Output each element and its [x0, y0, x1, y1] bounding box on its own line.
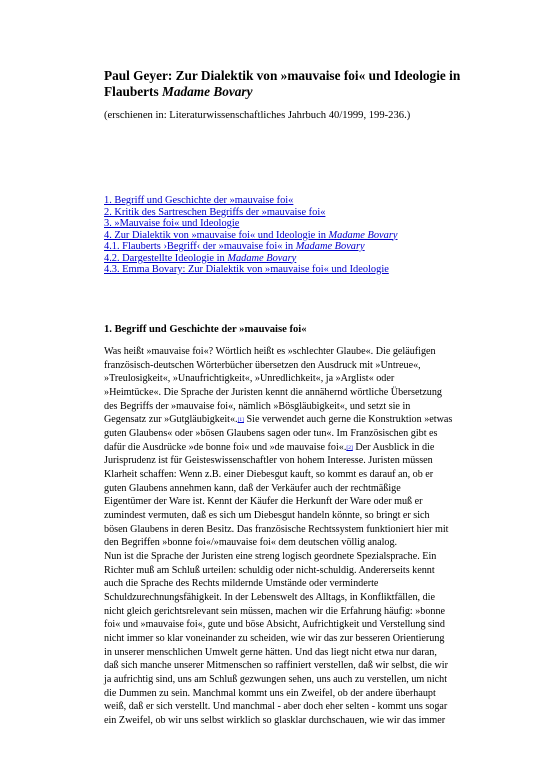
toc-item: [104, 264, 397, 276]
text-line: »Heimtücke«. Die Sprache der Juristen kennt die annähernd wörtliche Übersetzung: [104, 386, 442, 398]
text-line: französisch-deutschen Wörterbücher übersetzen den Ausdruck mit »Untreue«,: [104, 359, 421, 371]
table-of-contents: [104, 195, 397, 276]
text-line: den Begriffen »bonne foi«/»mauvaise foi« dem deutschen völlig analog.: [104, 537, 398, 549]
text-line: zumindest vermuten, daß es sich um Diebesgut handeln könnte, so bringt er sich: [104, 509, 430, 521]
toc-item: [104, 195, 397, 207]
toc-link-4-2[interactable]: 4.2. Dargestellte Ideologie in Madame Bovary: [104, 252, 297, 264]
text-line: die Dummen zu sein. Manchmal kommt uns ein Zweifel, ob der andere überhaupt: [104, 687, 436, 699]
text-line: in unserer menschlichen Umwelt gerne hätten. Und das liegt nicht etwa nur daran,: [104, 646, 437, 658]
text-line: Was heißt »mauvaise foi«? Wörtlich heißt es »schlechter Glaube«. Die geläufigen: [104, 346, 436, 357]
text-line: dafür die Ausdrücke »de bonne foi« und »de mauvaise foi«.[2] Der Ausblick in die: [104, 441, 435, 453]
footnote-link-2[interactable]: [2]: [346, 444, 353, 451]
section-heading: 1. Begriff und Geschichte der »mauvaise foi«: [104, 324, 307, 335]
title-italic: Madame Bovary: [162, 84, 253, 99]
text-line: Richter muß am Schluß urteilen: schuldig oder nicht-schuldig. Andererseits kennt: [104, 564, 435, 576]
text-line: auch die Sprache des Rechts mildernde Umstände oder verminderte: [104, 578, 379, 590]
text-line: daß sich manche unserer Mitmenschen so raffiniert verstellen, daß wir selbst, die wir: [104, 660, 448, 672]
text-line: ein Zweifel, ob wir uns selbst wirklich so glasklar durchschauen, wie wir das immer: [104, 714, 446, 726]
toc-link-4[interactable]: 4. Zur Dialektik von »mauvaise foi« und Ideologie in Madame Bovary: [104, 229, 398, 241]
text-line: weiß, daß er sich verstellt. Und manchmal - aber doch eher selten - kommt uns sogar: [104, 701, 448, 713]
paragraph-2: [104, 550, 449, 728]
text-line: Jurisprudenz ist für Geisteswissenschaftler von hohem Interesse. Juristen müssen: [104, 455, 433, 467]
footnote-link-1[interactable]: [1]: [237, 417, 244, 424]
toc-item: [104, 207, 397, 219]
text-line: guten Glaubens annehmen kann, daß der Verkäufer auch der rechtmäßige: [104, 482, 401, 494]
text-line: ja aufrichtig sind, uns am Schluß gezwungen sehen, uns auch zu verstellen, um nicht: [104, 673, 448, 685]
toc-item: [104, 218, 397, 230]
title-main: Paul Geyer: Zur Dialektik von »mauvaise foi« und Ideologie in Flauberts: [104, 68, 461, 99]
toc-link-3[interactable]: 3. »Mauvaise foi« und Ideologie: [104, 218, 240, 229]
text-line: des Begriffs der »mauvaise foi«, nämlich »Bösgläubigkeit«, und setzt sie in: [104, 400, 411, 412]
text-line: Nun ist die Sprache der Juristen eine streng logisch geordnete Spezialsprache. Ein: [104, 551, 437, 562]
text-line: Klarheit schaffen: Wenn z.B. einer Diebesgut kauft, so kommt es darauf an, ob er: [104, 468, 434, 480]
text-line: nicht gleich gerichtsrelevant sein müssen, machen wir die Erfahrung häufig: »bonne: [104, 605, 446, 617]
toc-link-4-1[interactable]: 4.1. Flauberts ›Begriff‹ der »mauvaise foi« in Madame Bovary: [104, 241, 365, 252]
paragraph-1: [104, 345, 453, 550]
text-line: guten Glaubens« oder »bösen Glaubens sagen oder tun«. Im Französischen gibt es: [104, 427, 438, 439]
text-line: foi« und »mauvaise foi«, gute und böse Absicht, Aufrichtigkeit und Verstellung sind: [104, 619, 445, 631]
text-line: bösen Glaubens in deren Besitz. Das französische Rechtssystem funktioniert hier mit: [104, 523, 449, 535]
toc-link-4-3[interactable]: 4.3. Emma Bovary: Zur Dialektik von »mauvaise foi« und Ideologie: [104, 264, 389, 275]
toc-link-2[interactable]: 2. Kritik des Sartreschen Begriffs der »mauvaise foi«: [104, 206, 326, 218]
toc-item: [104, 253, 397, 265]
text-line: Eigentümer der Ware ist. Kennt der Käufer die Herkunft der Ware oder muß er: [104, 496, 423, 508]
toc-item: [104, 241, 397, 253]
text-line: »Treulosigkeit«, »Unaufrichtigkeit«, »Unredlichkeit«, ja »Arglist« oder: [104, 373, 395, 385]
text-line: nicht immer so klar voneinander zu scheiden, wie wir das zur besseren Orientierung: [104, 632, 445, 644]
toc-item: [104, 230, 397, 242]
document-title: [104, 68, 504, 100]
publication-note: (erschienen in: Literaturwissenschaftliches Jahrbuch 40/1999, 199-236.): [104, 110, 411, 121]
toc-link-1[interactable]: 1. Begriff und Geschichte der »mauvaise foi«: [104, 195, 294, 206]
text-line: Schuldzurechnungsfähigkeit. In der Lebenswelt des Alltags, in Konfliktfällen, die: [104, 591, 435, 603]
text-line: Gegensatz zur »Gutgläubigkeit«.[1] Sie verwendet auch gerne die Konstruktion »etwas: [104, 414, 453, 426]
